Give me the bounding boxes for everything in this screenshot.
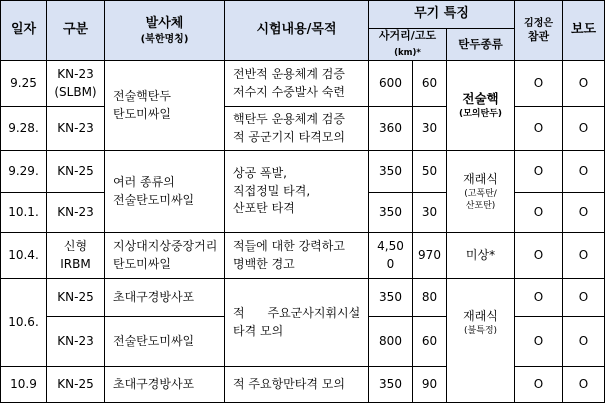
cell-description: 전반적 운용체계 검증 저수지 수중발사 숙련	[225, 61, 369, 107]
table-row	[1, 279, 605, 317]
cell-range: 350	[369, 279, 413, 317]
cell-projectile: 지상대지상중장거리 탄도미싸일	[105, 233, 225, 279]
cell-altitude: 30	[413, 193, 447, 233]
cell-type: KN-25	[47, 151, 105, 193]
cell-description: 핵탄두 운용체계 검증 적 공군기지 타격모의	[225, 107, 369, 151]
cell-kim-attend: O	[515, 367, 563, 403]
cell-altitude: 60	[413, 61, 447, 107]
header-weapon-features: 무기 특징	[369, 1, 515, 29]
cell-description-group2: 상공 폭발, 직접정밀 타격, 산포탄 타격	[225, 151, 369, 233]
header-type: 구분	[47, 1, 105, 61]
cell-projectile: 초대구경방사포	[105, 279, 225, 317]
cell-type: KN-23 (SLBM)	[47, 61, 105, 107]
table-row	[1, 107, 605, 151]
cell-date: 9.25	[1, 61, 47, 107]
cell-altitude: 80	[413, 279, 447, 317]
header-kim-attend-2: 참관	[527, 29, 550, 43]
cell-projectile: 전술탄도미싸일	[105, 317, 225, 367]
header-date: 일자	[1, 1, 47, 61]
cell-kim-attend: O	[515, 151, 563, 193]
header-kim-attend-1: 김정은	[524, 17, 554, 29]
cell-date: 9.29.	[1, 151, 47, 193]
cell-altitude: 90	[413, 367, 447, 403]
cell-altitude: 50	[413, 151, 447, 193]
warhead-group2-label: 재래식	[463, 171, 498, 186]
cell-projectile: 초대구경방사포	[105, 367, 225, 403]
cell-range: 350	[369, 151, 413, 193]
cell-range: 350	[369, 367, 413, 403]
cell-warhead-group3	[447, 279, 515, 403]
cell-report: O	[563, 193, 605, 233]
header-row-1	[1, 1, 605, 29]
warhead-group3-label: 재래식	[463, 308, 498, 323]
cell-description: 적들에 대한 강력하고 명백한 경고	[225, 233, 369, 279]
cell-range: 360	[369, 107, 413, 151]
cell-report: O	[563, 367, 605, 403]
cell-kim-attend: O	[515, 233, 563, 279]
cell-kim-attend: O	[515, 279, 563, 317]
header-projectile-label: 발사체	[145, 15, 184, 31]
cell-projectile-group1: 전술핵탄두 탄도미싸일	[105, 61, 225, 151]
cell-kim-attend: O	[515, 107, 563, 151]
header-report: 보도	[563, 1, 605, 61]
cell-description-group3: 적 주요군사지휘시설 타격 모의	[225, 279, 369, 367]
cell-description: 적 주요항만타격 모의	[225, 367, 369, 403]
warhead-group1-sub: (모의탄두)	[459, 109, 503, 120]
cell-report: O	[563, 233, 605, 279]
cell-type: 신형 IRBM	[47, 233, 105, 279]
warhead-group3-sub: (불특정)	[463, 326, 498, 337]
cell-warhead-group2	[447, 151, 515, 233]
cell-type: KN-25	[47, 367, 105, 403]
header-content: 시험내용/목적	[225, 1, 369, 61]
table-row	[1, 367, 605, 403]
cell-report: O	[563, 61, 605, 107]
warhead-group1-label: 전술핵	[462, 91, 499, 107]
cell-range: 350	[369, 193, 413, 233]
cell-altitude: 970	[413, 233, 447, 279]
cell-type: KN-23	[47, 193, 105, 233]
header-warhead: 탄두종류	[447, 29, 515, 61]
cell-date-group3: 10.6.	[1, 279, 47, 367]
cell-type: KN-25	[47, 279, 105, 317]
cell-type: KN-23	[47, 107, 105, 151]
cell-warhead: 미상*	[447, 233, 515, 279]
cell-report: O	[563, 151, 605, 193]
cell-date: 10.1.	[1, 193, 47, 233]
cell-altitude: 30	[413, 107, 447, 151]
cell-altitude: 60	[413, 317, 447, 367]
cell-range: 800	[369, 317, 413, 367]
header-range-alt	[369, 29, 447, 61]
cell-warhead-group1	[447, 61, 515, 151]
cell-kim-attend: O	[515, 317, 563, 367]
header-range-alt-label: 사거리/고도	[378, 29, 437, 43]
cell-report: O	[563, 107, 605, 151]
table-row	[1, 151, 605, 193]
header-kim-attend	[515, 1, 563, 61]
cell-kim-attend: O	[515, 193, 563, 233]
cell-date: 10.9	[1, 367, 47, 403]
cell-projectile-group2: 여러 종류의 전술탄도미싸일	[105, 151, 225, 233]
cell-range: 4,50 0	[369, 233, 413, 279]
cell-report: O	[563, 317, 605, 367]
warhead-group2-sub: (고폭탄/ 산포탄)	[464, 189, 497, 212]
cell-range: 600	[369, 61, 413, 107]
header-range-alt-unit: (km)*	[394, 47, 421, 58]
cell-report: O	[563, 279, 605, 317]
table-row	[1, 61, 605, 107]
header-projectile-sub: (북한명칭)	[140, 34, 189, 46]
cell-date: 9.28.	[1, 107, 47, 151]
cell-kim-attend: O	[515, 61, 563, 107]
header-projectile	[105, 1, 225, 61]
table-row	[1, 233, 605, 279]
cell-date: 10.4.	[1, 233, 47, 279]
cell-type: KN-23	[47, 317, 105, 367]
